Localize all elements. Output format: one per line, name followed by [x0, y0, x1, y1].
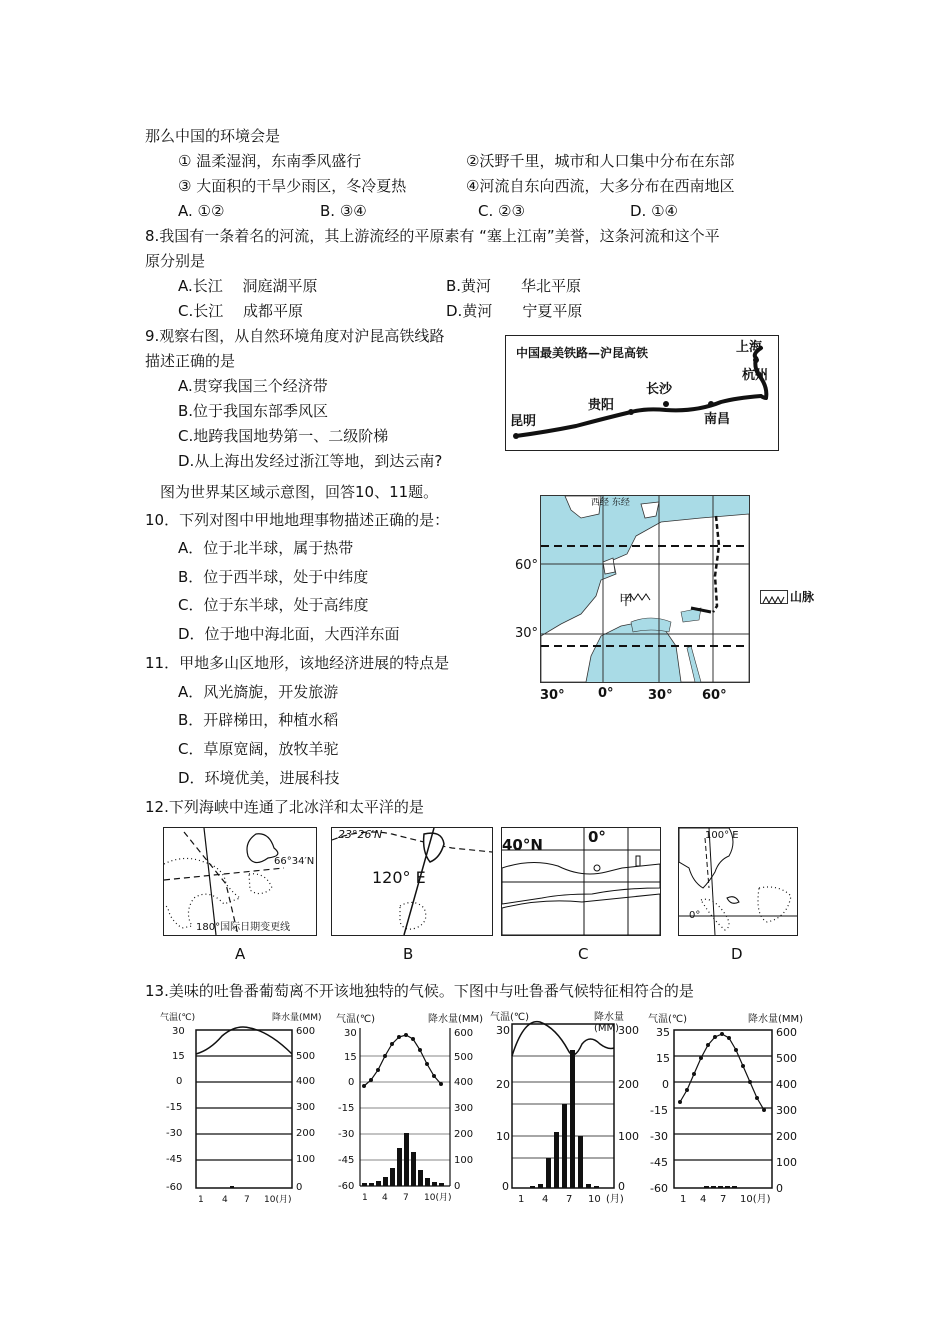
q11-choice-d: D．环境优美，进展科技 — [178, 769, 340, 787]
q7-option-4: ④河流自东向西流，大多分布在西南地区 — [466, 177, 735, 195]
svg-text:500: 500 — [296, 1051, 316, 1062]
map-a-label: A — [235, 945, 246, 963]
svg-text:-60: -60 — [166, 1182, 183, 1193]
city-shanghai: 上海 — [736, 340, 763, 355]
strait-map-d — [678, 827, 798, 936]
svg-text:300: 300 — [776, 1104, 797, 1117]
latitude-30: 30° — [515, 626, 539, 641]
svg-text:0: 0 — [776, 1182, 783, 1195]
q11-choice-b: B．开辟梯田，种植水稻 — [178, 711, 339, 729]
chart2-precip-label: 降水量(MM) — [428, 1014, 484, 1025]
svg-text:-45: -45 — [338, 1155, 355, 1166]
mountain-legend-label: 山脉 — [790, 590, 815, 604]
q9-choice-a: A.贯穿我国三个经济带 — [178, 377, 328, 395]
svg-text:15: 15 — [344, 1052, 357, 1063]
longitude-30w: 30° — [540, 688, 565, 703]
q7-choice-a: A. ①② — [178, 202, 225, 220]
svg-text:0: 0 — [454, 1181, 461, 1192]
q8-choice-d: D.黄河 宁夏平原 — [446, 302, 583, 320]
svg-text:-60: -60 — [338, 1181, 355, 1192]
svg-text:200: 200 — [296, 1128, 316, 1139]
chart1-temp-label: 气温(℃) — [160, 1013, 196, 1023]
strait-map-c — [501, 827, 661, 936]
map-d-longitude: 100° E — [705, 830, 739, 841]
latitude-60: 60° — [515, 558, 539, 573]
q8-stem-line1: 8.我国有一条着名的河流，其上游流经的平原素有 “塞上江南”美誉，这条河流和这个平 — [145, 227, 720, 245]
svg-text:600: 600 — [454, 1028, 474, 1039]
svg-text:1: 1 — [198, 1195, 204, 1205]
chart3-temp-label: 气温(℃) — [490, 1012, 530, 1023]
svg-text:35: 35 — [656, 1026, 670, 1039]
q11-choice-a: A．风光旖旎，开发旅游 — [178, 683, 339, 701]
q10-choice-d: D．位于地中海北面，大西洋东面 — [178, 625, 400, 643]
svg-text:4: 4 — [222, 1195, 228, 1205]
map-b-latitude: 23°26′N — [338, 828, 383, 841]
svg-text:-15: -15 — [650, 1104, 668, 1117]
svg-text:-15: -15 — [338, 1103, 355, 1114]
chart3-precip-label: 降水量(MM) — [594, 1012, 624, 1034]
svg-text:30: 30 — [496, 1024, 510, 1037]
svg-text:-15: -15 — [166, 1102, 183, 1113]
longitude-0: 0° — [598, 686, 614, 701]
svg-text:300: 300 — [296, 1102, 316, 1113]
svg-text:(月): (月) — [606, 1194, 624, 1205]
svg-text:7: 7 — [403, 1193, 409, 1203]
q7-option-1: ① 温柔湿润，东南季风盛行 — [178, 152, 362, 170]
railway-map-title: 中国最美铁路—沪昆高铁 — [516, 346, 649, 360]
climate-chart-3 — [490, 1008, 640, 1205]
svg-text:7: 7 — [720, 1194, 727, 1205]
svg-text:100: 100 — [776, 1156, 797, 1169]
svg-text:300: 300 — [454, 1103, 474, 1114]
q11-stem: 11．甲地多山区地形，该地经济进展的特点是 — [145, 654, 450, 672]
climate-chart-2 — [330, 1010, 490, 1205]
svg-text:200: 200 — [776, 1130, 797, 1143]
strait-map-b — [331, 827, 493, 936]
svg-text:1: 1 — [362, 1193, 368, 1203]
strait-map-a — [163, 827, 317, 936]
longitude-60e: 60° — [702, 688, 727, 703]
svg-text:600: 600 — [296, 1026, 316, 1037]
q9-choice-d: D.从上海出发经过浙江等地，到达云南? — [178, 452, 443, 470]
map-a-latitude: 66°34′N — [274, 856, 315, 867]
svg-text:1: 1 — [518, 1194, 525, 1205]
railway-map — [505, 335, 779, 451]
map-a-note: 180°国际日期变更线 — [196, 922, 291, 933]
q9-choice-c: C.地跨我国地势第一、二级阶梯 — [178, 427, 389, 445]
q7-choice-d: D. ①④ — [630, 202, 678, 220]
svg-text:500: 500 — [776, 1052, 797, 1065]
svg-text:-30: -30 — [166, 1128, 183, 1139]
q10-choice-a: A．位于北半球，属于热带 — [178, 539, 354, 557]
climate-chart-4 — [648, 1010, 808, 1205]
chart2-temp-label: 气温(℃) — [336, 1014, 376, 1025]
svg-text:0: 0 — [176, 1076, 183, 1087]
svg-text:100: 100 — [618, 1130, 639, 1143]
q10-stem: 10．下列对图中甲地地理事物描述正确的是： — [145, 511, 450, 529]
svg-text:30: 30 — [344, 1028, 357, 1039]
map-c-latitude: 40°N — [502, 836, 543, 854]
svg-text:1: 1 — [680, 1194, 687, 1205]
svg-text:30: 30 — [172, 1026, 185, 1037]
q7-option-3: ③ 大面积的干旱少雨区，冬冷夏热 — [178, 177, 407, 195]
svg-text:-60: -60 — [650, 1182, 668, 1195]
svg-text:300: 300 — [618, 1024, 639, 1037]
svg-text:0: 0 — [618, 1180, 625, 1193]
hemisphere-labels: 西经 东经 — [591, 498, 630, 508]
q7-choice-b: B. ③④ — [320, 202, 367, 220]
svg-text:100: 100 — [454, 1155, 474, 1166]
q11-choice-c: C．草原宽阔，放牧羊驼 — [178, 740, 339, 758]
svg-text:20: 20 — [496, 1078, 510, 1091]
city-guiyang: 贵阳 — [588, 398, 615, 413]
svg-text:400: 400 — [776, 1078, 797, 1091]
svg-text:10(月): 10(月) — [740, 1194, 771, 1205]
map-c-longitude: 0° — [588, 828, 606, 846]
svg-text:0: 0 — [348, 1077, 355, 1088]
world-region-map — [540, 495, 750, 683]
q7-option-2: ②沃野千里，城市和人口集中分布在东部 — [466, 152, 735, 170]
svg-text:-30: -30 — [650, 1130, 668, 1143]
q13-stem: 13.美味的吐鲁番葡萄离不开该地独特的气候。下图中与吐鲁番气候特征相符合的是 — [145, 982, 694, 1000]
svg-text:200: 200 — [618, 1078, 639, 1091]
mountain-legend-icon — [760, 590, 788, 604]
svg-text:400: 400 — [454, 1077, 474, 1088]
svg-text:10: 10 — [588, 1194, 601, 1205]
city-hangzhou: 杭州 — [742, 368, 769, 383]
svg-text:10(月): 10(月) — [424, 1193, 452, 1203]
svg-text:-45: -45 — [166, 1154, 183, 1165]
q8-stem-line2: 原分别是 — [145, 252, 206, 270]
q10-choice-b: B．位于西半球，处于中纬度 — [178, 568, 369, 586]
climate-chart-1 — [160, 1010, 330, 1205]
svg-text:-45: -45 — [650, 1156, 668, 1169]
map-c-label: C — [578, 945, 589, 963]
chart4-temp-label: 气温(℃) — [648, 1014, 688, 1025]
q10-choice-c: C．位于东半球，处于高纬度 — [178, 596, 369, 614]
q8-choice-c: C.长江 成都平原 — [178, 302, 304, 320]
city-kunming: 昆明 — [510, 414, 537, 429]
svg-text:0: 0 — [502, 1180, 509, 1193]
svg-text:0: 0 — [662, 1078, 669, 1091]
chart1-precip-label: 降水量(MM) — [272, 1013, 322, 1023]
svg-text:4: 4 — [700, 1194, 707, 1205]
svg-text:10: 10 — [496, 1130, 510, 1143]
svg-text:-30: -30 — [338, 1129, 355, 1140]
map-d-label: D — [731, 945, 743, 963]
q8-choice-a: A.长江 洞庭湖平原 — [178, 277, 318, 295]
svg-text:7: 7 — [244, 1195, 250, 1205]
q12-stem: 12.下列海峡中连通了北冰洋和太平洋的是 — [145, 798, 424, 816]
q7-choice-c: C. ②③ — [478, 202, 525, 220]
svg-text:15: 15 — [172, 1051, 185, 1062]
q9-choice-b: B.位于我国东部季风区 — [178, 402, 329, 420]
svg-text:0: 0 — [296, 1182, 303, 1193]
map-b-label: B — [403, 945, 414, 963]
svg-text:10(月): 10(月) — [264, 1195, 292, 1205]
q7-stem: 那么中国的环境会是 — [145, 127, 281, 145]
q8-choice-b: B.黄河 华北平原 — [446, 277, 582, 295]
map-d-latitude: 0° — [689, 910, 701, 921]
city-changsha: 长沙 — [646, 382, 673, 397]
q9-stem-line1: 9.观察右图，从自然环境角度对沪昆高铁线路 — [145, 327, 445, 345]
svg-text:100: 100 — [296, 1154, 316, 1165]
svg-text:4: 4 — [382, 1193, 388, 1203]
svg-text:200: 200 — [454, 1129, 474, 1140]
intro-10-11: 图为世界某区域示意图，回答10、11题。 — [160, 483, 439, 501]
svg-text:600: 600 — [776, 1026, 797, 1039]
svg-text:500: 500 — [454, 1052, 474, 1063]
q9-stem-line2: 描述正确的是 — [145, 352, 236, 370]
svg-text:400: 400 — [296, 1076, 316, 1087]
svg-text:4: 4 — [542, 1194, 549, 1205]
location-jia: 甲 — [619, 593, 633, 609]
map-b-longitude: 120° E — [372, 868, 426, 887]
svg-text:7: 7 — [566, 1194, 573, 1205]
svg-text:15: 15 — [656, 1052, 670, 1065]
city-nanchang: 南昌 — [704, 412, 731, 427]
chart4-precip-label: 降水量(MM) — [748, 1014, 804, 1025]
longitude-30e: 30° — [648, 688, 673, 703]
